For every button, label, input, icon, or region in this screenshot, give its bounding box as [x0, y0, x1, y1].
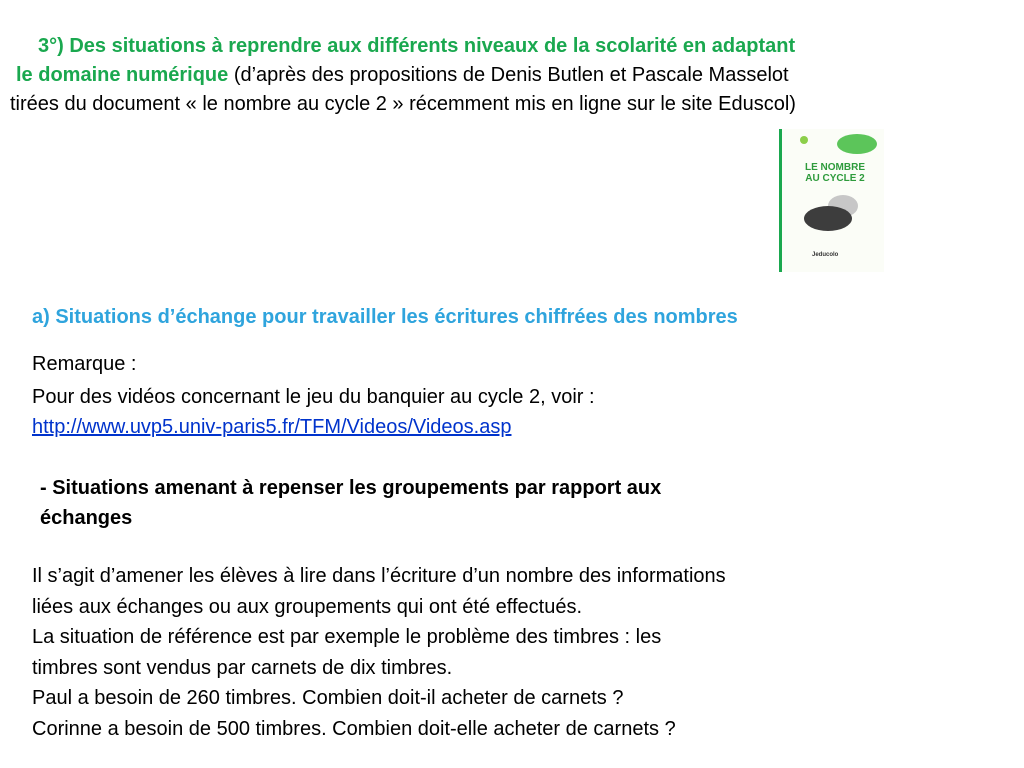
remark-text: Pour des vidéos concernant le jeu du banquier au cycle 2, voir : [32, 386, 595, 408]
cover-leaf-icon [800, 136, 808, 144]
cover-title: LE NOMBRE AU CYCLE 2 [805, 162, 865, 184]
body-line: Corinne a besoin de 500 timbres. Combien doit-elle acheter de carnets ? [32, 717, 676, 740]
title-line-3: tirées du document « le nombre au cycle 2 » récemment mis en ligne sur le site Eduscol) [10, 93, 796, 115]
title-line-1: 3°) Des situations à reprendre aux différents niveaux de la scolarité en adaptant [38, 35, 796, 57]
body-line: timbres sont vendus par carnets de dix timbres. [32, 656, 453, 679]
cover-logo-blob [837, 134, 877, 154]
body-paragraph [32, 561, 726, 744]
body-line: Il s’agit d’amener les élèves à lire dans l’écriture d’un nombre des informations [32, 565, 726, 587]
title-numeric-domain: le domaine numérique [16, 64, 229, 86]
cover-publisher: Jeducolo [812, 252, 839, 258]
body-line: liées aux échanges ou aux groupements qui ont été effectués. [32, 595, 583, 618]
section-a-heading: a) Situations d’échange pour travailler les écritures chiffrées des nombres [32, 306, 738, 328]
remark-label: Remarque : [32, 353, 137, 375]
body-line: La situation de référence est par exemple le problème des timbres : les [32, 626, 662, 648]
video-link[interactable]: http://www.uvp5.univ-paris5.fr/TFM/Videos/Videos.asp [32, 416, 512, 438]
sub-heading-line-2: échanges [40, 507, 133, 529]
sub-heading-line-1: - Situations amenant à repenser les groupements par rapport aux [40, 477, 662, 499]
title-line-2 [16, 63, 789, 88]
title-source: (d’après des propositions de Denis Butlen et Pascale Masselot [228, 64, 789, 86]
sub-heading [40, 473, 661, 533]
cover-pebble-dark [804, 206, 852, 231]
book-cover-image [779, 129, 884, 272]
body-line: Paul a besoin de 260 timbres. Combien doit-il acheter de carnets ? [32, 687, 624, 709]
